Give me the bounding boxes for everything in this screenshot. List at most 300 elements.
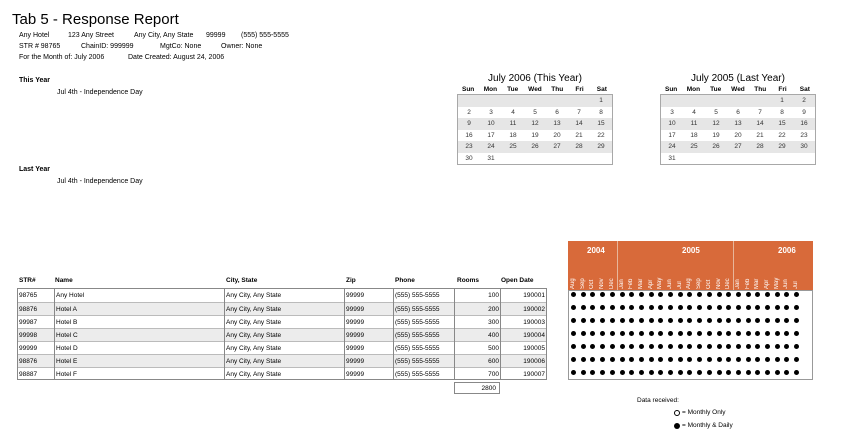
- filled-dot-icon: [775, 357, 780, 362]
- month-label: Apr: [764, 279, 770, 289]
- table-cell: 190004: [523, 332, 545, 339]
- calendar-day: 18: [690, 131, 698, 139]
- filled-dot-icon: [736, 292, 741, 297]
- calendar-day: 24: [668, 143, 676, 151]
- filled-dot-icon: [581, 305, 586, 310]
- filled-dot-icon: [707, 292, 712, 297]
- table-cell: 99987: [19, 319, 38, 326]
- filled-dot-icon: [775, 370, 780, 375]
- filled-dot-icon: [707, 370, 712, 375]
- legend-monthly-only: = Monthly Only: [682, 409, 726, 416]
- filled-dot-icon: [678, 318, 683, 323]
- calendar-day: 8: [780, 108, 784, 116]
- calendar-week: [661, 107, 815, 119]
- col-divider: [224, 288, 225, 380]
- calendar-day: 30: [800, 143, 808, 151]
- table-cell: 99999: [346, 371, 365, 378]
- calendar-day: 22: [597, 131, 605, 139]
- filled-dot-icon: [639, 331, 644, 336]
- filled-dot-icon: [717, 331, 722, 336]
- table-cell: 190005: [523, 345, 545, 352]
- filled-dot-icon: [639, 318, 644, 323]
- filled-dot-icon: [610, 357, 615, 362]
- year-divider: [733, 241, 734, 290]
- calendar-week: [661, 118, 815, 130]
- table-cell: Any City, Any State: [226, 319, 282, 326]
- table-cell: 99999: [346, 332, 365, 339]
- weekday: Wed: [731, 86, 745, 93]
- filled-dot-icon: [746, 357, 751, 362]
- table-cell: 99999: [346, 319, 365, 326]
- weekday: Thu: [551, 86, 564, 93]
- table-border: [17, 288, 547, 380]
- col-header-str: STR#: [19, 277, 36, 284]
- table-cell: 190007: [523, 371, 545, 378]
- calendar-this-year: [457, 73, 613, 165]
- filled-dot-icon: [668, 344, 673, 349]
- calendar-day: 23: [800, 131, 808, 139]
- table-cell: 99999: [346, 292, 365, 299]
- calendar-day: 18: [509, 131, 517, 139]
- filled-dot-icon: [649, 357, 654, 362]
- calendar-day: 15: [597, 120, 605, 128]
- month-label: Sep: [579, 278, 586, 289]
- filled-dot-icon: [765, 370, 770, 375]
- filled-dot-icon: [678, 370, 683, 375]
- month-label: Sep: [696, 278, 703, 289]
- calendar-day: 30: [465, 154, 473, 162]
- calendar-day: 12: [531, 120, 539, 128]
- calendar-day: 25: [509, 143, 517, 151]
- table-cell: 98765: [19, 292, 38, 299]
- filled-dot-icon: [775, 318, 780, 323]
- hotel-header: [0, 30, 850, 66]
- calendar-day: 28: [756, 143, 764, 151]
- table-cell: 600: [488, 358, 499, 365]
- calendar-day: 21: [756, 131, 764, 139]
- calendar-day: 6: [555, 108, 559, 116]
- filled-dot-icon: [571, 305, 576, 310]
- weekday: Mon: [483, 86, 498, 93]
- calendar-week: [458, 153, 612, 165]
- filled-dot-icon: [765, 292, 770, 297]
- filled-dot-icon: [746, 344, 751, 349]
- weekday: Mon: [686, 86, 701, 93]
- filled-dot-icon: [678, 305, 683, 310]
- filled-dot-icon: [678, 292, 683, 297]
- filled-dot-icon: [746, 370, 751, 375]
- table-cell: 700: [488, 371, 499, 378]
- calendar-week: [458, 130, 612, 142]
- filled-dot-icon: [620, 318, 625, 323]
- weekday: Thu: [754, 86, 767, 93]
- table-cell: Hotel C: [56, 332, 78, 339]
- calendar-day: 22: [778, 131, 786, 139]
- weekday: Sun: [462, 86, 475, 93]
- filled-dot-icon: [581, 344, 586, 349]
- table-cell: Any City, Any State: [226, 292, 282, 299]
- calendar-week: [661, 153, 815, 165]
- table-cell: Hotel F: [56, 371, 77, 378]
- year-2006: 2006: [778, 246, 796, 255]
- total-rooms: 2800: [454, 382, 500, 394]
- hotel-table: [17, 277, 547, 387]
- filled-dot-icon: [668, 318, 673, 323]
- calendar-day: 26: [531, 143, 539, 151]
- calendar-day: 13: [553, 120, 561, 128]
- calendar-day: 20: [734, 131, 742, 139]
- calendar-week: [458, 107, 612, 119]
- table-cell: (555) 555-5555: [395, 292, 440, 299]
- filled-dot-icon: [610, 331, 615, 336]
- filled-dot-icon: [571, 292, 576, 297]
- table-cell: Any City, Any State: [226, 306, 282, 313]
- calendar-day: 19: [531, 131, 539, 139]
- hotel-zip: 99999: [206, 32, 226, 39]
- filled-dot-icon: [717, 357, 722, 362]
- calendar-day: 29: [597, 143, 605, 151]
- calendar-day: 12: [712, 120, 720, 128]
- calendar-day: 4: [692, 108, 696, 116]
- table-cell: 99999: [346, 345, 365, 352]
- filled-dot-icon: [639, 305, 644, 310]
- filled-dot-icon: [610, 344, 615, 349]
- month-label: Mar: [754, 278, 761, 289]
- legend-monthly-daily: = Monthly & Daily: [682, 422, 733, 429]
- mgtco: MgtCo: None: [160, 43, 202, 50]
- filled-dot-icon: [649, 370, 654, 375]
- calendar-day: 3: [489, 108, 493, 116]
- calendar-week: [661, 130, 815, 142]
- calendar-day: 31: [668, 154, 676, 162]
- month-label: Jun: [783, 279, 790, 289]
- filled-dot-icon: [765, 344, 770, 349]
- calendar-day: 1: [599, 97, 603, 105]
- month-label: Apr: [647, 279, 654, 289]
- filled-dot-icon: [746, 292, 751, 297]
- month-label: Dec: [608, 278, 615, 289]
- month-label: Mar: [637, 278, 644, 289]
- calendar-day: 10: [487, 120, 495, 128]
- table-cell: 500: [488, 345, 499, 352]
- filled-dot-icon: [746, 318, 751, 323]
- table-cell: 190003: [523, 319, 545, 326]
- table-cell: 99999: [346, 358, 365, 365]
- calendar-day: 4: [511, 108, 515, 116]
- filled-dot-icon: [620, 357, 625, 362]
- filled-dot-icon: [765, 318, 770, 323]
- table-cell: Hotel D: [56, 345, 78, 352]
- calendar-day: 20: [553, 131, 561, 139]
- table-cell: (555) 555-5555: [395, 371, 440, 378]
- calendar-day: 17: [668, 131, 676, 139]
- table-cell: Hotel B: [56, 319, 78, 326]
- table-cell: 99999: [19, 345, 38, 352]
- filled-dot-icon: [668, 292, 673, 297]
- calendar-day: 5: [533, 108, 537, 116]
- table-cell: 98876: [19, 358, 38, 365]
- filled-dot-icon: [571, 357, 576, 362]
- filled-dot-icon: [717, 305, 722, 310]
- last-year-event: Jul 4th - Independence Day: [57, 178, 143, 185]
- hotel-name: Any Hotel: [19, 32, 50, 39]
- filled-dot-icon: [775, 331, 780, 336]
- filled-dot-icon: [649, 305, 654, 310]
- col-divider: [393, 288, 394, 380]
- calendar-day: 28: [575, 143, 583, 151]
- calendar-day: 7: [577, 108, 581, 116]
- filled-dot-icon: [639, 357, 644, 362]
- hotel-phone: (555) 555-5555: [241, 32, 289, 39]
- filled-dot-icon: [571, 370, 576, 375]
- filled-dot-icon: [571, 331, 576, 336]
- month-label: Oct: [589, 279, 596, 289]
- calendar-week: [661, 141, 815, 153]
- calendar-week: [661, 95, 815, 107]
- col-header-rooms: Rooms: [457, 277, 480, 284]
- legend-title: Data received:: [637, 397, 679, 404]
- calendar-day: 14: [575, 120, 583, 128]
- hotel-city: Any City, Any State: [134, 32, 194, 39]
- weekday: Sun: [665, 86, 678, 93]
- year-2004: 2004: [587, 246, 605, 255]
- col-divider: [500, 288, 501, 380]
- calendar-day: 23: [465, 143, 473, 151]
- filled-dot-icon: [620, 292, 625, 297]
- calendar-day: 1: [780, 97, 784, 105]
- calendar-weekdays: [660, 86, 816, 93]
- calendar-day: 17: [487, 131, 495, 139]
- calendar-week: [458, 95, 612, 107]
- calendar-day: 16: [800, 120, 808, 128]
- month-label: Nov: [715, 278, 722, 289]
- month-label: Jul: [676, 281, 683, 289]
- calendar-last-year: [660, 73, 816, 165]
- month-label: Jan: [618, 279, 625, 289]
- table-cell: 99998: [19, 332, 38, 339]
- month-label: Oct: [705, 279, 712, 289]
- col-header-zip: Zip: [346, 277, 356, 284]
- filled-dot-icon: [571, 318, 576, 323]
- calendar-day: 31: [487, 154, 495, 162]
- calendar-weekdays: [457, 86, 613, 93]
- weekday: Tue: [507, 86, 519, 93]
- col-divider: [344, 288, 345, 380]
- calendar-day: 5: [714, 108, 718, 116]
- weekday: Fri: [778, 86, 787, 93]
- filled-dot-icon: [717, 344, 722, 349]
- owner: Owner: None: [221, 43, 263, 50]
- calendar-day: 24: [487, 143, 495, 151]
- calendar-day: 8: [599, 108, 603, 116]
- filled-dot-icon: [736, 344, 741, 349]
- table-cell: 190006: [523, 358, 545, 365]
- filled-dot-icon: [707, 318, 712, 323]
- filled-dot-icon: [707, 357, 712, 362]
- month-label: Jul: [793, 281, 800, 289]
- col-header-city: City, State: [226, 277, 258, 284]
- weekday: Fri: [575, 86, 584, 93]
- calendar-week: [458, 118, 612, 130]
- month-label: Dec: [725, 278, 732, 289]
- filled-dot-icon: [707, 331, 712, 336]
- filled-dot-icon: [765, 305, 770, 310]
- calendar-day: 7: [758, 108, 762, 116]
- filled-dot-icon: [674, 423, 680, 429]
- table-cell: 400: [488, 332, 499, 339]
- filled-dot-icon: [707, 305, 712, 310]
- filled-dot-icon: [581, 370, 586, 375]
- calendar-day: 29: [778, 143, 786, 151]
- filled-dot-icon: [736, 331, 741, 336]
- filled-dot-icon: [649, 344, 654, 349]
- filled-dot-icon: [746, 305, 751, 310]
- filled-dot-icon: [736, 318, 741, 323]
- filled-dot-icon: [678, 344, 683, 349]
- col-divider: [454, 288, 455, 380]
- str-number: STR # 98765: [19, 43, 61, 50]
- calendar-grid: [660, 94, 816, 165]
- calendar-day: 11: [690, 120, 698, 128]
- calendar-day: 10: [668, 120, 676, 128]
- calendar-day: 25: [690, 143, 698, 151]
- filled-dot-icon: [736, 370, 741, 375]
- table-cell: (555) 555-5555: [395, 332, 440, 339]
- filled-dot-icon: [765, 357, 770, 362]
- filled-dot-icon: [668, 357, 673, 362]
- calendar-day: 9: [802, 108, 806, 116]
- table-cell: 98887: [19, 371, 38, 378]
- filled-dot-icon: [610, 370, 615, 375]
- filled-dot-icon: [620, 305, 625, 310]
- this-year-label: This Year: [19, 77, 51, 84]
- month-label: Nov: [599, 278, 606, 289]
- filled-dot-icon: [746, 331, 751, 336]
- filled-dot-icon: [775, 344, 780, 349]
- year-divider: [617, 241, 618, 290]
- calendar-day: 2: [802, 97, 806, 105]
- filled-dot-icon: [610, 292, 615, 297]
- table-cell: (555) 555-5555: [395, 319, 440, 326]
- table-cell: (555) 555-5555: [395, 358, 440, 365]
- calendar-day: 6: [736, 108, 740, 116]
- table-cell: 190001: [523, 292, 545, 299]
- filled-dot-icon: [736, 357, 741, 362]
- calendar-day: 21: [575, 131, 583, 139]
- table-cell: Any City, Any State: [226, 371, 282, 378]
- table-cell: 200: [488, 306, 499, 313]
- hollow-dot-icon: [674, 410, 680, 416]
- month-label: Feb: [744, 278, 751, 289]
- weekday: Wed: [528, 86, 542, 93]
- filled-dot-icon: [639, 292, 644, 297]
- calendar-day: 26: [712, 143, 720, 151]
- calendar-grid: [457, 94, 613, 165]
- table-cell: Hotel A: [56, 306, 77, 313]
- calendar-title: July 2006 (This Year): [488, 73, 582, 84]
- month-label: Feb: [628, 278, 635, 289]
- weekday: Sat: [596, 86, 607, 93]
- month-label: Aug: [686, 278, 693, 289]
- calendar-day: 3: [670, 108, 674, 116]
- month-label: Jan: [734, 279, 741, 289]
- chain-id: ChainID: 999999: [81, 43, 134, 50]
- this-year-event: Jul 4th - Independence Day: [57, 89, 143, 96]
- calendar-day: 15: [778, 120, 786, 128]
- filled-dot-icon: [775, 292, 780, 297]
- filled-dot-icon: [620, 331, 625, 336]
- filled-dot-icon: [765, 331, 770, 336]
- page-title: Tab 5 - Response Report: [12, 11, 179, 28]
- filled-dot-icon: [668, 331, 673, 336]
- filled-dot-icon: [610, 305, 615, 310]
- filled-dot-icon: [717, 318, 722, 323]
- calendar-week: [458, 141, 612, 153]
- calendar-day: 14: [756, 120, 764, 128]
- filled-dot-icon: [649, 292, 654, 297]
- filled-dot-icon: [639, 370, 644, 375]
- filled-dot-icon: [678, 357, 683, 362]
- filled-dot-icon: [678, 331, 683, 336]
- table-cell: (555) 555-5555: [395, 345, 440, 352]
- table-cell: Any City, Any State: [226, 345, 282, 352]
- date-created: Date Created: August 24, 2006: [128, 54, 225, 61]
- filled-dot-icon: [717, 370, 722, 375]
- col-header-phone: Phone: [395, 277, 415, 284]
- filled-dot-icon: [649, 331, 654, 336]
- calendar-day: 27: [734, 143, 742, 151]
- calendar-day: 27: [553, 143, 561, 151]
- table-cell: Any City, Any State: [226, 332, 282, 339]
- table-cell: Any City, Any State: [226, 358, 282, 365]
- table-cell: Any Hotel: [56, 292, 85, 299]
- filled-dot-icon: [649, 318, 654, 323]
- col-header-name: Name: [55, 277, 73, 284]
- filled-dot-icon: [717, 292, 722, 297]
- filled-dot-icon: [581, 318, 586, 323]
- filled-dot-icon: [581, 331, 586, 336]
- table-cell: 300: [488, 319, 499, 326]
- calendar-day: 9: [467, 120, 471, 128]
- filled-dot-icon: [736, 305, 741, 310]
- last-year-label: Last Year: [19, 166, 51, 173]
- month-label: May: [657, 277, 664, 289]
- calendar-day: 11: [509, 120, 517, 128]
- weekday: Tue: [710, 86, 722, 93]
- hotel-street: 123 Any Street: [68, 32, 114, 39]
- calendar-day: 16: [465, 131, 473, 139]
- report-month: For the Month of: July 2006: [19, 54, 105, 61]
- weekday: Sat: [799, 86, 810, 93]
- table-cell: 99999: [346, 306, 365, 313]
- month-label: May: [773, 277, 780, 289]
- filled-dot-icon: [707, 344, 712, 349]
- table-cell: 190002: [523, 306, 545, 313]
- filled-dot-icon: [571, 344, 576, 349]
- col-header-open-date: Open Date: [501, 277, 534, 284]
- filled-dot-icon: [620, 370, 625, 375]
- calendar-day: 2: [467, 108, 471, 116]
- filled-dot-icon: [610, 318, 615, 323]
- filled-dot-icon: [581, 357, 586, 362]
- month-label: Aug: [570, 278, 576, 289]
- calendar-title: July 2005 (Last Year): [691, 73, 785, 84]
- table-cell: (555) 555-5555: [395, 306, 440, 313]
- filled-dot-icon: [775, 305, 780, 310]
- calendar-day: 13: [734, 120, 742, 128]
- month-label: Jun: [667, 279, 673, 289]
- table-cell: 100: [488, 292, 499, 299]
